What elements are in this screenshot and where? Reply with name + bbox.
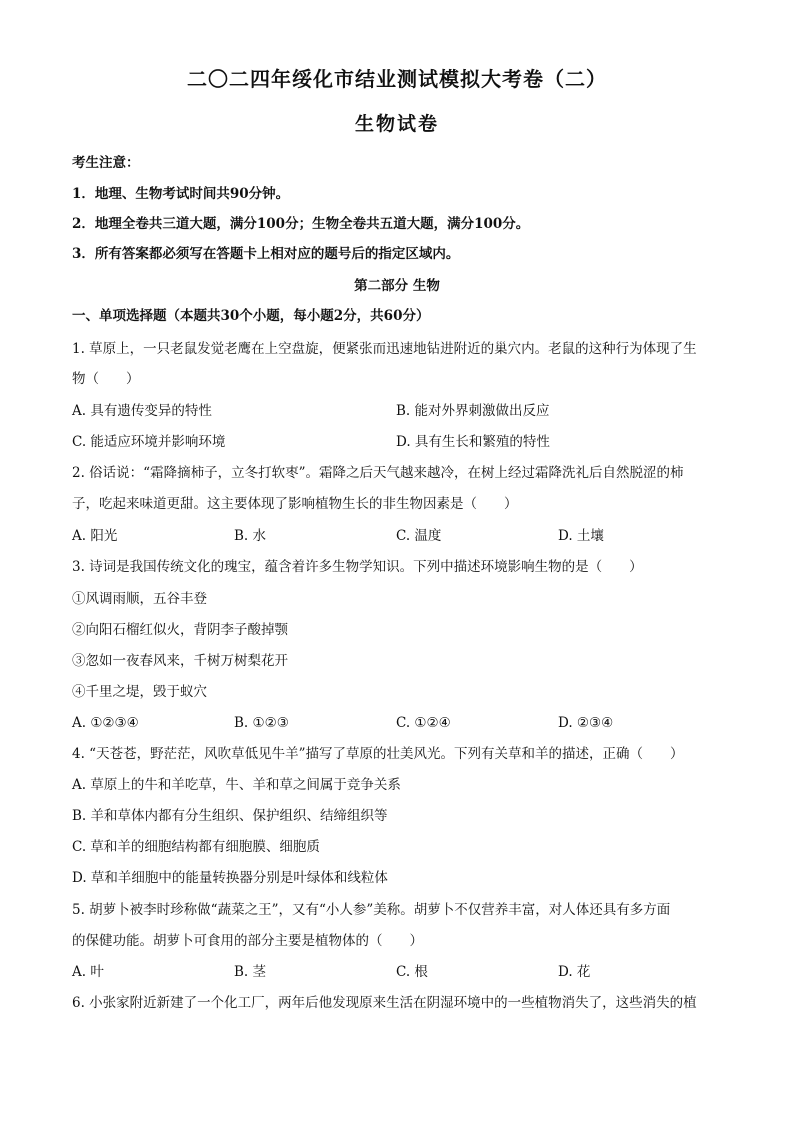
question-1-option-a: A. 具有遗传变异的特性: [72, 403, 212, 419]
question-1-option-c: C. 能适应环境并影响环境: [72, 434, 226, 450]
question-1-option-d: D. 具有生长和繁殖的特性: [396, 434, 550, 450]
question-2-option-c: C. 温度: [396, 528, 442, 544]
question-3-option-a: A. ①②③④: [72, 715, 139, 731]
question-5-option-a: A. 叶: [72, 964, 104, 980]
question-2-option-d: D. 土壤: [558, 528, 604, 544]
question-3-item: ②向阳石榴红似火，背阴李子酸掉颚: [72, 622, 288, 638]
question-5-stem: 5. 胡萝卜被李时珍称做“蔬菜之王”，又有“小人参”美称。胡萝卜不仅营养丰富，对人体还具有多方面: [72, 902, 671, 918]
question-2-option-b: B. 水: [234, 528, 267, 544]
notice-item: 1．地理、生物考试时间共90分钟。: [72, 186, 290, 202]
question-4-option-c: C. 草和羊的细胞结构都有细胞膜、细胞质: [72, 839, 320, 855]
question-4-option-b: B. 羊和草体内都有分生组织、保护组织、结缔组织等: [72, 808, 388, 824]
question-3-option-b: B. ①②③: [234, 715, 289, 731]
notice-heading: 考生注意：: [72, 155, 140, 171]
question-5-option-c: C. 根: [396, 964, 428, 980]
question-3-item: ③忽如一夜春风来，千树万树梨花开: [72, 653, 288, 669]
question-3-item: ④千里之堤，毁于蚁穴: [72, 684, 207, 700]
notice-item: 2．地理全卷共三道大题，满分100分；生物全卷共五道大题，满分100分。: [72, 216, 530, 232]
question-2-stem: 子，吃起来味道更甜。这主要体现了影响植物生长的非生物因素是（ ）: [72, 496, 518, 512]
notice-item: 3．所有答案都必须写在答题卡上相对应的题号后的指定区域内。: [72, 246, 460, 262]
question-3-option-c: C. ①②④: [396, 715, 451, 731]
question-6-stem: 6. 小张家附近新建了一个化工厂，两年后他发现原来生活在阴湿环境中的一些植物消失了，这些消失的植: [72, 995, 697, 1011]
question-3-item: ①风调雨顺，五谷丰登: [72, 591, 207, 607]
question-1-stem: 1. 草原上，一只老鼠发觉老鹰在上空盘旋，便紧张而迅速地钻进附近的巢穴内。老鼠的这种行为体现了生: [72, 341, 697, 357]
exam-title: 二〇二四年绥化市结业测试模拟大考卷（二）: [187, 67, 607, 91]
question-4-option-a: A. 草原上的牛和羊吃草，牛、羊和草之间属于竞争关系: [72, 777, 401, 793]
part-title: 第二部分 生物: [354, 278, 440, 294]
question-5-option-d: D. 花: [558, 964, 591, 980]
exam-subtitle: 生物试卷: [354, 113, 439, 135]
question-4-option-d: D. 草和羊细胞中的能量转换器分别是叶绿体和线粒体: [72, 870, 388, 886]
question-1-stem: 物（ ）: [72, 371, 140, 387]
question-1-option-b: B. 能对外界刺激做出反应: [396, 403, 550, 419]
question-4-stem: 4. “天苍苍，野茫茫，风吹草低见牛羊”描写了草原的壮美风光。下列有关草和羊的描述，正确（ ）: [72, 746, 684, 762]
question-2-stem: 2. 俗话说：“霜降摘柿子，立冬打软枣”。霜降之后天气越来越冷，在树上经过霜降洗礼后自然脱涩的柿: [72, 465, 684, 481]
question-5-option-b: B. 茎: [234, 964, 267, 980]
section-title: 一、单项选择题（本题共30个小题，每小题2分，共60分）: [72, 308, 430, 324]
question-3-option-d: D. ②③④: [558, 715, 614, 731]
question-3-stem: 3. 诗词是我国传统文化的瑰宝，蕴含着许多生物学知识。下列中描述环境影响生物的是（ ）: [72, 559, 643, 575]
question-5-stem: 的保健功能。胡萝卜可食用的部分主要是植物体的（ ）: [72, 933, 423, 949]
question-2-option-a: A. 阳光: [72, 528, 118, 544]
